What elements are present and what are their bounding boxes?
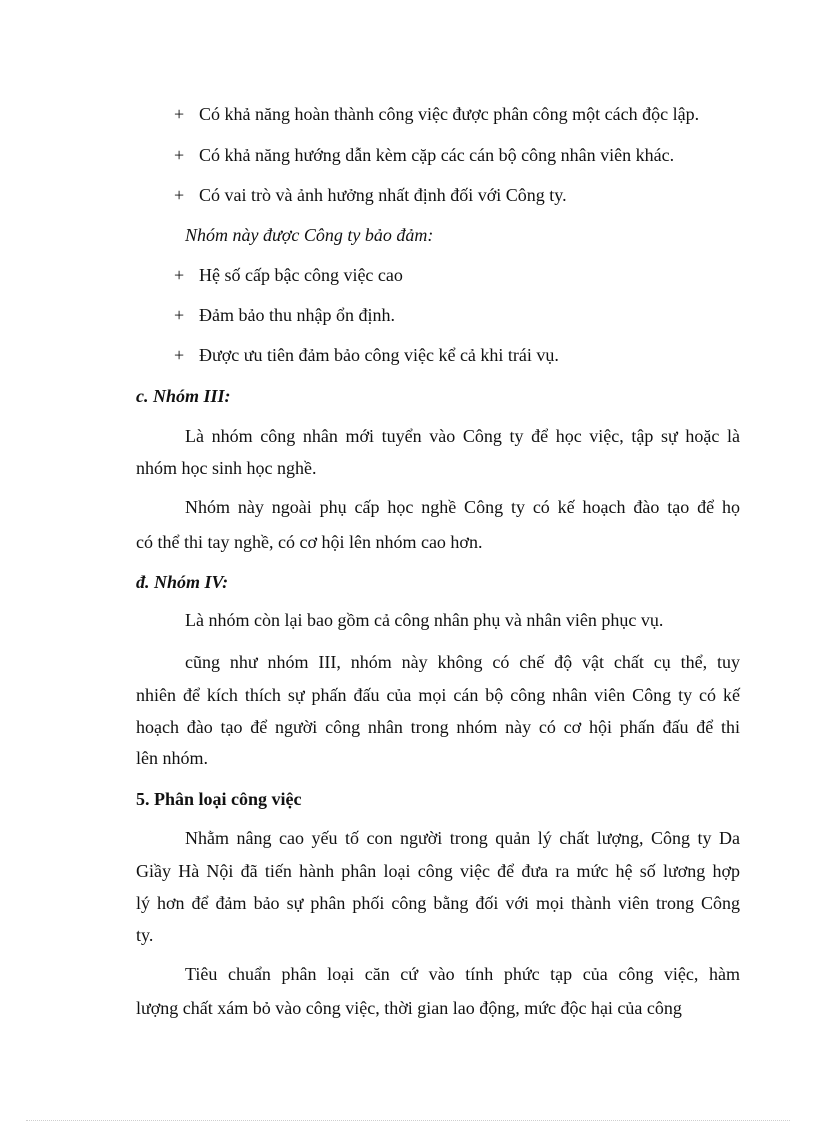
bullet-item: Đảm bảo thu nhập ổn định. [199,305,395,325]
guarantee-heading: Nhóm này được Công ty bảo đảm: [185,225,434,245]
bullet-symbol: + [174,305,185,325]
paragraph-line: ty. [136,925,154,945]
paragraph-line: Nhằm nâng cao yếu tố con người trong quản lý chất lượng, Công ty Da [185,828,740,848]
bullet-item: Hệ số cấp bậc công việc cao [199,265,403,285]
page-footer-divider [26,1120,790,1121]
paragraph-line: Nhóm này ngoài phụ cấp học nghề Công ty có kế hoạch đào tạo để họ [185,497,740,517]
paragraph-line: Là nhóm còn lại bao gồm cả công nhân phụ và nhân viên phục vụ. [185,610,664,630]
bullet-symbol: + [174,185,185,205]
paragraph-line: Giầy Hà Nội đã tiến hành phân loại công việc để đưa ra mức hệ số lương hợp [136,861,740,881]
bullet-symbol: + [174,345,185,365]
paragraph-line: cũng như nhóm III, nhóm này không có chế độ vật chất cụ thể, tuy [185,652,740,672]
group3-heading: c. Nhóm III: [136,386,231,406]
bullet-symbol: + [174,145,185,165]
bullet-symbol: + [174,104,185,124]
paragraph-line: hoạch đào tạo để người công nhân trong nhóm này có cơ hội phấn đấu để thi [136,717,740,737]
bullet-item: Có khả năng hướng dẫn kèm cặp các cán bộ công nhân viên khác. [199,145,675,165]
paragraph-line: Tiêu chuẩn phân loại căn cứ vào tính phức tạp của công việc, hàm [185,964,740,984]
group4-heading: đ. Nhóm IV: [136,572,229,592]
bullet-item: Có vai trò và ảnh hưởng nhất định đối với Công ty. [199,185,567,205]
paragraph-line: lượng chất xám bỏ vào công việc, thời gian lao động, mức độc hại của công [136,998,682,1018]
paragraph-line: có thể thi tay nghề, có cơ hội lên nhóm cao hơn. [136,532,483,552]
paragraph-line: nhiên để kích thích sự phấn đấu của mọi cán bộ công nhân viên Công ty có kế [136,685,740,705]
section5-heading: 5. Phân loại công việc [136,789,302,809]
paragraph-line: lý hơn để đảm bảo sự phân phối công bằng đối với mọi thành viên trong Công [136,893,740,913]
paragraph-line: nhóm học sinh học nghề. [136,458,317,478]
paragraph-line: Là nhóm công nhân mới tuyển vào Công ty để học việc, tập sự hoặc là [185,426,740,446]
paragraph-line: lên nhóm. [136,748,208,768]
bullet-item: Có khả năng hoàn thành công việc được phân công một cách độc lập. [199,104,700,124]
bullet-symbol: + [174,265,185,285]
bullet-item: Được ưu tiên đảm bảo công việc kể cả khi trái vụ. [199,345,559,365]
